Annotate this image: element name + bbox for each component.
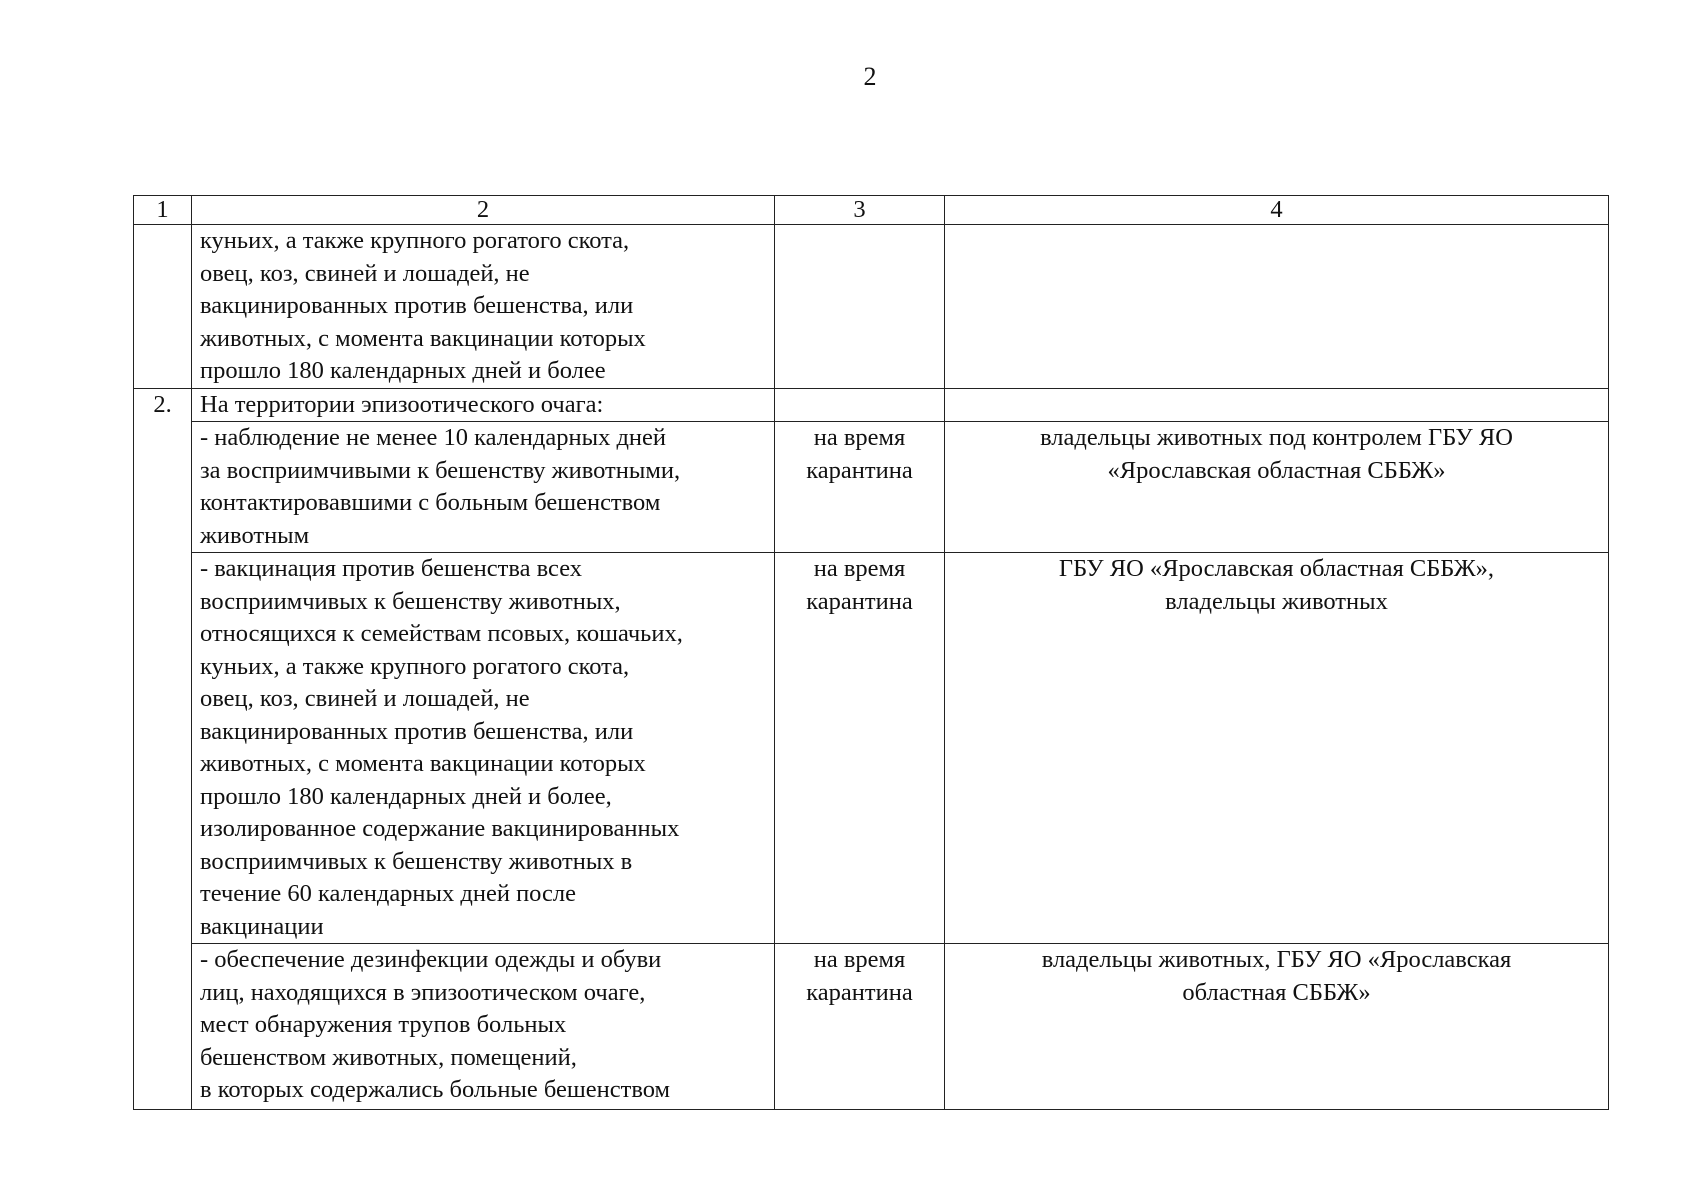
measure-line: за восприимчивыми к бешенству животными, <box>200 456 681 484</box>
term-cell <box>775 944 945 1110</box>
page-number: 2 <box>863 62 877 91</box>
term-cell <box>775 388 945 422</box>
measure-text <box>192 422 775 553</box>
measure-line: бешенством животных, помещений, <box>200 1043 577 1071</box>
table-header-row <box>134 196 1609 225</box>
measure-line: животных, с момента вакцинации которых <box>200 750 646 777</box>
responsible-cell <box>945 553 1609 944</box>
responsible-cell <box>945 225 1609 389</box>
measure-line: течение 60 календарных дней после <box>200 880 577 907</box>
term-line: карантина <box>806 587 913 615</box>
row-number <box>134 225 192 389</box>
measure-line: овец, коз, свиней и лошадей, не <box>200 685 530 712</box>
measure-line: восприимчивых к бешенству животных, <box>200 587 621 615</box>
measure-line: лиц, находящихся в эпизоотическом очаге, <box>200 978 646 1006</box>
term-line: на время <box>813 946 906 973</box>
measure-line: На территории эпизоотического очага: <box>200 390 604 418</box>
responsible-cell <box>945 944 1609 1110</box>
measure-text <box>192 225 775 389</box>
term-line: карантина <box>806 978 913 1006</box>
responsible-cell <box>945 422 1609 553</box>
measure-line: в которых содержались больные бешенством <box>200 1076 671 1103</box>
measure-line: вакцинации <box>200 912 324 940</box>
measure-line: - вакцинация против бешенства всех <box>200 555 583 582</box>
term-line: карантина <box>806 456 913 484</box>
measure-text <box>192 944 775 1110</box>
responsible-line: владельцы животных, ГБУ ЯО «Ярославская <box>1041 946 1512 973</box>
measure-line: куньих, а также крупного рогатого скота, <box>200 227 630 254</box>
measures-table <box>133 195 1609 1110</box>
measure-line: - наблюдение не менее 10 календарных дней <box>200 424 667 451</box>
table-row <box>134 944 1609 1110</box>
term-line: на время <box>813 555 906 582</box>
responsible-line: владельцы животных <box>1165 587 1388 615</box>
measure-line: относящихся к семействам псовых, кошачьих, <box>200 620 683 647</box>
measure-line: вакцинированных против бешенства, или <box>200 292 634 319</box>
table-row <box>134 422 1609 553</box>
column-header-2: 2 <box>192 196 775 225</box>
measure-line: вакцинированных против бешенства, или <box>200 717 634 745</box>
measure-line: овец, коз, свиней и лошадей, не <box>200 259 530 287</box>
measure-line: мест обнаружения трупов больных <box>200 1011 567 1038</box>
measure-text <box>192 553 775 944</box>
measure-line: животным <box>200 521 310 549</box>
measure-line: животных, с момента вакцинации которых <box>200 324 646 352</box>
responsible-line: владельцы животных под контролем ГБУ ЯО <box>1040 424 1513 451</box>
term-cell <box>775 225 945 389</box>
column-header-3: 3 <box>775 196 945 225</box>
term-cell <box>775 422 945 553</box>
row-number: 2. <box>134 388 192 1110</box>
term-cell <box>775 553 945 944</box>
measure-line: восприимчивых к бешенству животных в <box>200 847 633 875</box>
table-row <box>134 225 1609 389</box>
column-header-1: 1 <box>134 196 192 225</box>
table-row <box>134 553 1609 944</box>
responsible-line: «Ярославская областная СББЖ» <box>1107 456 1446 484</box>
measure-line: изолированное содержание вакцинированных <box>200 815 680 842</box>
measure-line: контактировавшими с больным бешенством <box>200 489 661 516</box>
term-line: на время <box>813 424 906 451</box>
table-row <box>134 388 1609 422</box>
responsible-line: ГБУ ЯО «Ярославская областная СББЖ», <box>1058 555 1495 582</box>
measure-text <box>192 388 775 422</box>
measure-line: прошло 180 календарных дней и более <box>200 357 606 384</box>
measure-line: куньих, а также крупного рогатого скота, <box>200 652 630 680</box>
measure-line: - обеспечение дезинфекции одежды и обуви <box>200 946 662 973</box>
responsible-line: областная СББЖ» <box>1182 978 1371 1006</box>
responsible-cell <box>945 388 1609 422</box>
column-header-4: 4 <box>945 196 1609 225</box>
measure-line: прошло 180 календарных дней и более, <box>200 782 612 810</box>
